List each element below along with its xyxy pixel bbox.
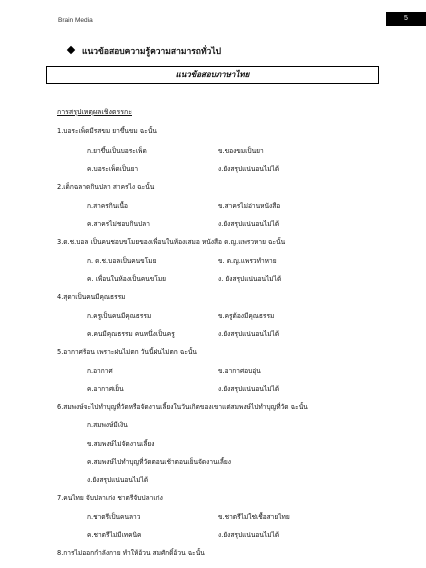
question-6: 6.สมพงษ์จะไปทำบุญที่วัดหรือจัดงานเลี้ยงในวันเกิดของเขาแต่สมพงษ์ไปทำบุญที่วัด ฉะนั้น bbox=[57, 403, 308, 411]
diamond-bullet-icon bbox=[67, 46, 75, 54]
q7-option-a: ก.ชาตรีเป็นคนลาว bbox=[87, 513, 141, 521]
publisher-name: Brain Media bbox=[58, 17, 93, 24]
q7-option-b: ข.ชาตรีไม่ใช่เชื้อสายไทย bbox=[218, 513, 290, 521]
boxed-title: แนวข้อสอบภาษาไทย bbox=[46, 66, 379, 84]
q6-option-c: ค.สมพงษ์ไปทำบุญที่วัดตอนเช้าตอนเย็นจัดงานเลี้ยง bbox=[87, 458, 231, 466]
question-8: 8.การไม่ออกกำลังกาย ทำให้อ้วน สมศักดิ์อ้วน ฉะนั้น bbox=[57, 549, 205, 557]
q6-option-a: ก.สมพงษ์มีเงิน bbox=[87, 421, 128, 429]
intro-heading: การสรุปเหตุผลเชิงตรรกะ bbox=[57, 108, 132, 116]
q3-option-d: ง. ยังสรุปแน่นอนไม่ได้ bbox=[218, 275, 282, 283]
q5-option-c: ค.อากาศเย็น bbox=[87, 385, 124, 393]
q1-option-d: ง.ยังสรุปแน่นอนไม่ได้ bbox=[218, 165, 280, 173]
q4-option-b: ข.ครูต้องมีคุณธรรม bbox=[218, 312, 275, 320]
q6-option-d: ง.ยังสรุปแน่นอนไม่ได้ bbox=[87, 476, 149, 484]
page-number-badge: 5 bbox=[386, 12, 426, 26]
q1-option-c: ค.บอระเพ็ดเป็นยา bbox=[87, 165, 139, 173]
q1-option-b: ข.ของขมเป็นยา bbox=[218, 147, 264, 155]
q7-option-c: ค.ชาตรีไม่มีเทคนิค bbox=[87, 531, 142, 539]
q3-option-c: ค. เพื่อนในห้องเป็นคนขโมย bbox=[87, 275, 167, 283]
q4-option-a: ก.ครูเป็นคนมีคุณธรรม bbox=[87, 312, 152, 320]
q1-option-a: ก.ยาขึ้นเป็นบอระเพ็ด bbox=[87, 147, 147, 155]
q2-option-c: ค.สาครไม่ชอบกินปลา bbox=[87, 220, 150, 228]
q5-option-b: ข.อากาศอบอุ่น bbox=[218, 367, 261, 375]
q4-option-d: ง.ยังสรุปแน่นอนไม่ได้ bbox=[218, 330, 280, 338]
question-1: 1.บอระเพ็ดมีรสขม ยาขึ้นขม ฉะนั้น bbox=[57, 127, 157, 135]
section-title bbox=[68, 44, 221, 58]
question-7: 7.คนไทย จับปลาเก่ง ชาตรีจับปลาเก่ง bbox=[57, 494, 163, 502]
question-2: 2.เด็กฉลาดกินปลา สาครไง ฉะนั้น bbox=[57, 183, 155, 191]
q4-option-c: ค.คนมีคุณธรรม คนหนึ่งเป็นครู bbox=[87, 330, 175, 338]
q6-option-b: ข.สมพงษ์ไม่จัดงานเลี้ยง bbox=[87, 440, 155, 448]
q3-option-a: ก. ด.ช.บอลเป็นคนขโมย bbox=[87, 257, 157, 265]
question-3: 3.ด.ช.บอล เป็นคนชอบขโมยของเพื่อนในห้องเสมอ หนังสือ ด.ญ.แพรวหาย ฉะนั้น bbox=[57, 238, 286, 246]
q2-option-b: ข.สาครไม่อ่านหนังสือ bbox=[218, 202, 281, 210]
question-5: 5.อากาศร้อน เพราะฝนไม่ตก วันนี้ฝนไม่ตก ฉะนั้น bbox=[57, 348, 197, 356]
q3-option-b: ข. ด.ญ.แพรวทำหาย bbox=[218, 257, 277, 265]
q2-option-a: ก.สาครกินเนื้อ bbox=[87, 202, 128, 210]
section-title-text: แนวข้อสอบความรู้ความสามารถทั่วไป bbox=[82, 47, 221, 57]
q5-option-a: ก.อากาศ bbox=[87, 367, 113, 375]
question-4: 4.สุดาเป็นคนมีคุณธรรม bbox=[57, 293, 126, 301]
q5-option-d: ง.ยังสรุปแน่นอนไม่ได้ bbox=[218, 385, 280, 393]
q7-option-d: ง.ยังสรุปแน่นอนไม่ได้ bbox=[218, 531, 280, 539]
q2-option-d: ง.ยังสรุปแน่นอนไม่ได้ bbox=[218, 220, 280, 228]
